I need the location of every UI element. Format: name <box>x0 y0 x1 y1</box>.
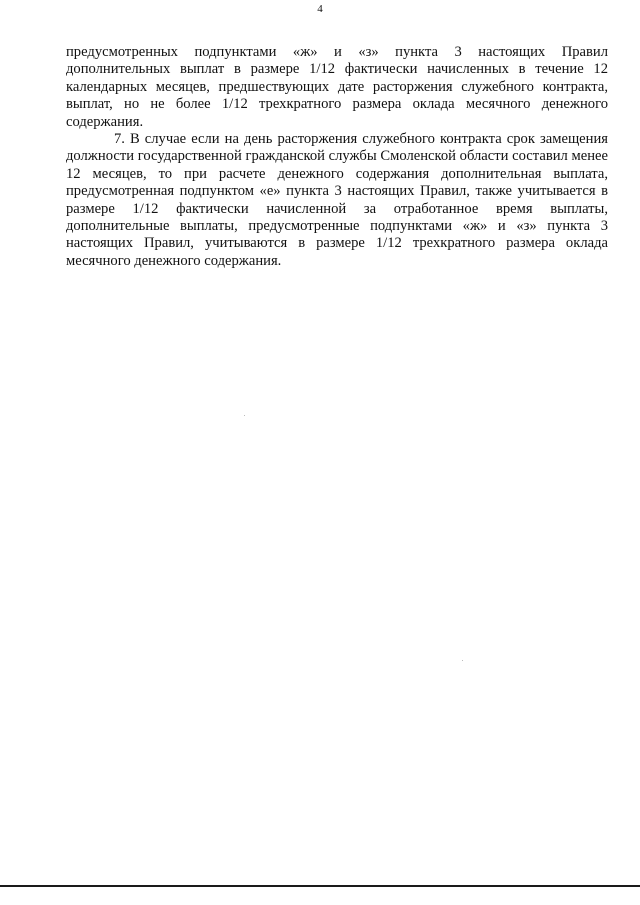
bottom-scan-edge <box>0 885 640 887</box>
paragraph-continuation: предусмотренных подпунктами «ж» и «з» пункта 3 настоящих Правил дополнительных выплат в размере 1/12 фактически начисленных в течение 12 календарных месяцев, предшествующих дате расторжения служебного контракта, выплат, но не более 1/12 трехкратного размера оклада месячного денежного содержания. <box>66 44 608 130</box>
paragraph-item-7: 7. В случае если на день расторжения служебного контракта срок замещения должности государственной гражданской службы Смоленской области составил менее 12 месяцев, то при расчете денежного содержания дополнительная выплата, предусмотренная подпунктом «е» пункта 3 настоящих Правил, также учитывается в размере 1/12 фактически начисленной за отработанное время выплаты, дополнительные выплаты, предусмотренные подпунктами «ж» и «з» пункта 3 настоящих Правил, учитываются в размере 1/12 трехкратного размера оклада месячного денежного содержания. <box>66 131 608 269</box>
scan-speck <box>462 660 463 661</box>
document-body <box>66 44 608 270</box>
page-number: 4 <box>317 3 323 15</box>
scan-speck <box>244 415 245 416</box>
